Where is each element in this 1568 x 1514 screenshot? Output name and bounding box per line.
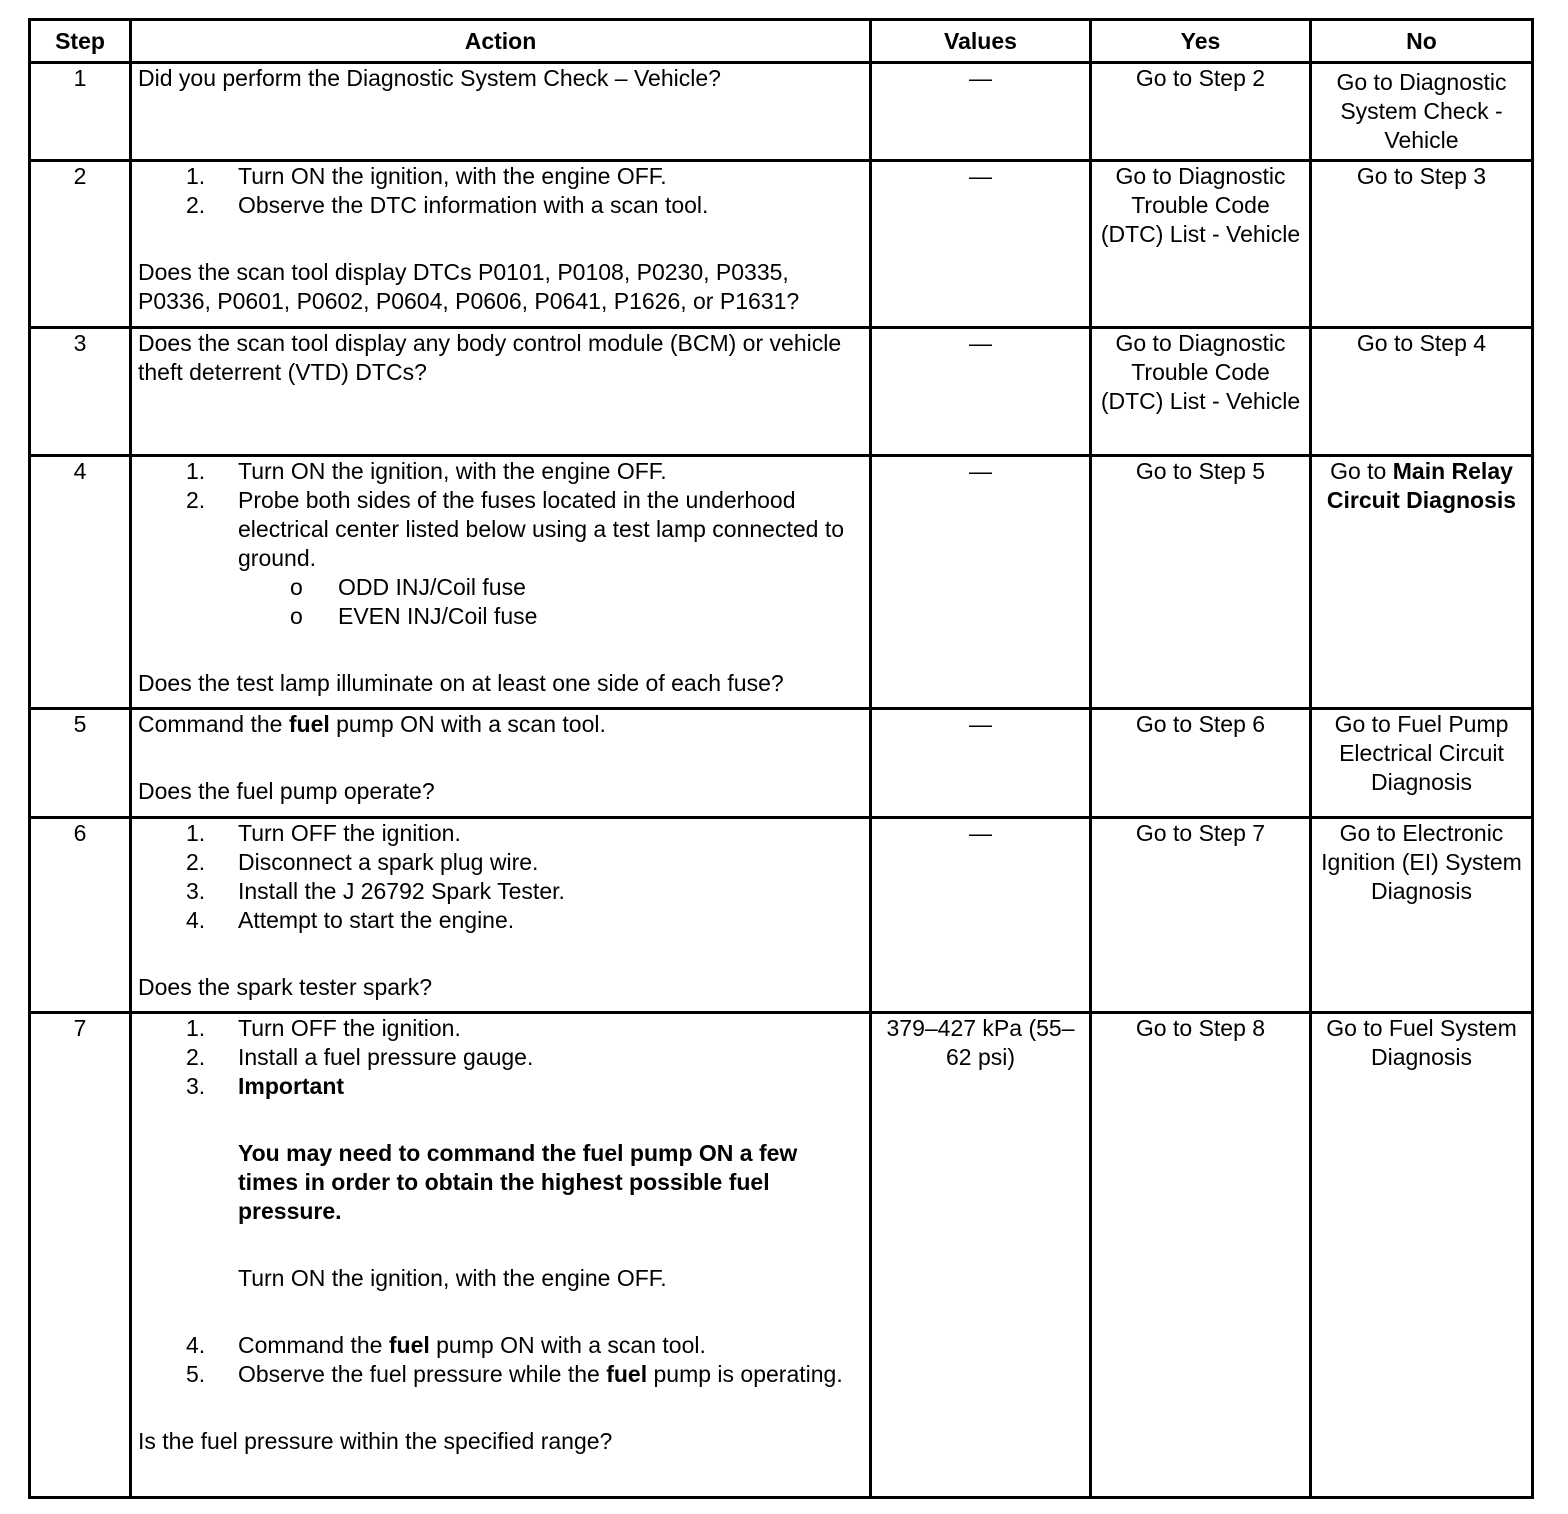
question: Does the spark tester spark? <box>138 974 433 1000</box>
question: Does the test lamp illuminate on at least one side of each fuse? <box>138 670 784 696</box>
list-item: 1. Turn ON the ignition, with the engine OFF. <box>186 163 667 189</box>
step-number: 4 <box>30 456 131 709</box>
value-cell: — <box>871 709 1091 818</box>
step-number: 3 <box>30 328 131 456</box>
list-item: 4. Command the fuel pump ON with a scan tool. <box>186 1332 706 1358</box>
value-cell: — <box>871 161 1091 328</box>
list-item: 2. Observe the DTC information with a scan tool. <box>186 192 709 218</box>
table-row <box>30 818 1533 1013</box>
table-row <box>30 709 1533 818</box>
no-cell: Go to Step 4 <box>1311 328 1533 456</box>
table-row <box>30 328 1533 456</box>
yes-cell: Go to Step 7 <box>1091 818 1311 1013</box>
no-cell: Go to Step 3 <box>1311 161 1533 328</box>
diagnostic-table <box>28 18 1534 1499</box>
bullet: o <box>290 603 303 629</box>
action-line: Command the fuel pump ON with a scan tool. <box>138 711 606 737</box>
question: Did you perform the Diagnostic System Check – Vehicle? <box>138 65 721 91</box>
value-cell: — <box>871 818 1091 1013</box>
important-label: Important <box>238 1073 345 1099</box>
action-cell <box>131 161 871 328</box>
list-item: 5. Observe the fuel pressure while the fuel pump is operating. <box>186 1361 843 1387</box>
table-row <box>30 1013 1533 1498</box>
list-item: o ODD INJ/Coil fuse <box>290 574 526 600</box>
value-cell: — <box>871 63 1091 161</box>
yes-cell: Go to Step 6 <box>1091 709 1311 818</box>
fuse-list <box>238 573 863 631</box>
value-cell: — <box>871 456 1091 709</box>
action-list <box>138 819 863 935</box>
step-number: 2 <box>30 161 131 328</box>
header-action: Action <box>131 20 871 63</box>
step-number: 6 <box>30 818 131 1013</box>
step-number: 1 <box>30 63 131 161</box>
value-cell: 379–427 kPa (55–62 psi) <box>871 1013 1091 1498</box>
question: Is the fuel pressure within the specified range? <box>138 1428 613 1454</box>
list-item: o EVEN INJ/Coil fuse <box>290 603 538 629</box>
no-cell: Go to Electronic Ignition (EI) System Diagnosis <box>1311 818 1533 1013</box>
header-yes: Yes <box>1091 20 1311 63</box>
table-row <box>30 456 1533 709</box>
list-item: 2. Install a fuel pressure gauge. <box>186 1044 534 1070</box>
action-list <box>138 162 863 220</box>
yes-cell: Go to Diagnostic Trouble Code (DTC) List - Vehicle <box>1091 161 1311 328</box>
action-cell <box>131 63 871 161</box>
table-row <box>30 63 1533 161</box>
header-no: No <box>1311 20 1533 63</box>
list-item: 2. Disconnect a spark plug wire. <box>186 849 539 875</box>
header-row <box>30 20 1533 63</box>
header-values: Values <box>871 20 1091 63</box>
action-cell <box>131 818 871 1013</box>
step-number: 7 <box>30 1013 131 1498</box>
no-cell: Go to Fuel Pump Electrical Circuit Diagnosis <box>1311 709 1533 818</box>
list-item: 3. Important You may need to command the fuel pump ON a few times in order to obtain the highest possible fuel pressure. Turn ON the ignition, with the engine OFF. <box>138 1072 863 1331</box>
yes-cell: Go to Step 5 <box>1091 456 1311 709</box>
list-item: 1. Turn OFF the ignition. <box>186 820 461 846</box>
list-item: 1. Turn ON the ignition, with the engine OFF. <box>186 458 667 484</box>
main-relay-link-text: Main Relay Circuit Diagnosis <box>1326 458 1517 513</box>
question: Does the scan tool display any body control module (BCM) or vehicle theft deterrent (VTD) DTCs? <box>138 330 842 385</box>
list-item: 4. Attempt to start the engine. <box>186 907 515 933</box>
action-cell <box>131 1013 871 1498</box>
header-step: Step <box>30 20 131 63</box>
list-item: 2. Probe both sides of the fuses located in the underhood electrical center listed below using a test lamp connected to ground. o ODD INJ/Coil fuse o EVEN INJ/Coil fuse <box>138 486 863 631</box>
action-list <box>138 457 863 631</box>
step-number: 5 <box>30 709 131 818</box>
action-cell <box>131 328 871 456</box>
yes-cell: Go to Step 2 <box>1091 63 1311 161</box>
question: Does the scan tool display DTCs P0101, P0108, P0230, P0335, P0336, P0601, P0602, P0604, P0606, P0641, P1626, or P1631? <box>138 259 800 314</box>
action-cell <box>131 709 871 818</box>
no-cell: Go to Main Relay Circuit Diagnosis <box>1311 456 1533 709</box>
question: Does the fuel pump operate? <box>138 778 435 804</box>
table-row <box>30 161 1533 328</box>
no-cell: Go to Fuel System Diagnosis <box>1311 1013 1533 1498</box>
important-note: You may need to command the fuel pump ON a few times in order to obtain the highest possible fuel pressure. <box>238 1140 798 1224</box>
list-item: 1. Turn OFF the ignition. <box>186 1015 461 1041</box>
yes-cell: Go to Diagnostic Trouble Code (DTC) List - Vehicle <box>1091 328 1311 456</box>
action-cell <box>131 456 871 709</box>
list-item: 3. Install the J 26792 Spark Tester. <box>186 878 565 904</box>
action-list <box>138 1014 863 1389</box>
bullet: o <box>290 574 303 600</box>
no-cell: Go to Diagnostic System Check - Vehicle <box>1311 63 1533 161</box>
yes-cell: Go to Step 8 <box>1091 1013 1311 1498</box>
value-cell: — <box>871 328 1091 456</box>
